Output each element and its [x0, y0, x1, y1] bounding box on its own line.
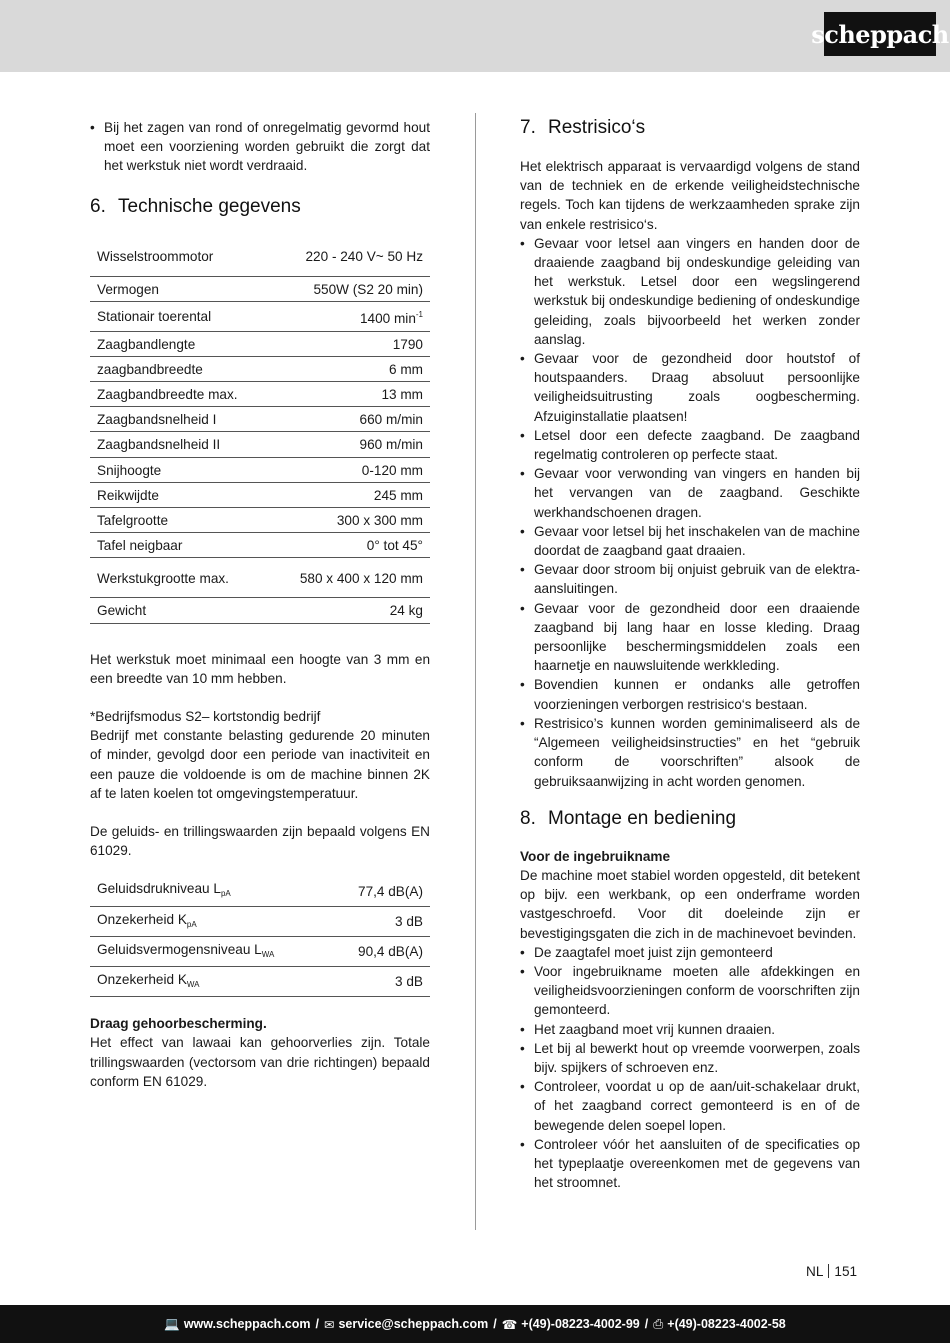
spec-row: [90, 277, 430, 302]
spec-value-text: 1790: [392, 336, 423, 352]
laptop-icon: 💻: [164, 1316, 180, 1331]
spec-label: Stationair toerental: [90, 302, 270, 331]
spec-value: [270, 381, 430, 406]
spec-value: [270, 331, 430, 356]
section-title: Montage en bediening: [548, 807, 737, 829]
noise-subscript: pA: [220, 889, 231, 899]
spec-row: [90, 432, 430, 457]
section-7-intro: Het elektrisch apparaat is vervaardigd volgens de stand van de techniek en de erkende veiligheidstechnische regels. Toch kan tijdens de werkzaamheden sprake zijn van enkele restrisico‘s.: [520, 159, 860, 232]
section-8-subtitle: Voor de ingebruikname: [520, 848, 671, 864]
spec-row: [90, 533, 430, 558]
spec-value-text: 300 x 300 mm: [336, 512, 423, 528]
noise-value: 3 dB: [331, 906, 430, 936]
list-item: • Gevaar voor de gezondheid door houtstof of houtspaanders. Draag absoluut persoonlijke veiligheidsuitrusting zoals oogbescherming. Afzuiginstallatie plaatsen!: [520, 349, 860, 426]
list-item: • Gevaar voor de gezondheid door een draaiende zaagband bij lang haar en losse kleding. Draag persoonlijke beschermingsmiddelen zoals een haarnetje en nauwsluitende werkkleding.: [520, 599, 860, 676]
spec-value-text: 550W (S2 20 min): [313, 282, 423, 298]
list-item: • Gevaar voor verwonding van vingers en handen bij het vervangen van de zaagband. Geschikte werkhandschoenen dragen.: [520, 464, 860, 522]
footer-website[interactable]: www.scheppach.com: [183, 1317, 311, 1331]
mode-title: *Bedrijfsmodus S2– kortstondig bedrijf: [90, 708, 321, 724]
spec-value: [270, 356, 430, 381]
min-size-text: Het werkstuk moet minimaal een hoogte van 3 mm en een breedte van 10 mm hebben.: [90, 651, 430, 686]
section-title: Restrisico‘s: [548, 117, 646, 138]
spec-value-text: 0-120 mm: [361, 462, 423, 478]
footer-fax: +(49)-08223-4002-58: [667, 1317, 786, 1331]
spec-row: [90, 558, 430, 598]
noise-subscript: WA: [261, 949, 275, 959]
spec-label: Zaagbandsnelheid I: [90, 407, 270, 432]
footer-phone: +(49)-08223-4002-99: [521, 1317, 640, 1331]
spec-row: [90, 356, 430, 381]
phone-icon: ☎: [501, 1317, 518, 1332]
footer-separator: /: [315, 1317, 319, 1331]
hearing-text: Het effect van lawaai kan gehoorverlies zijn. Totale trillingswaarden (vectorsom van drie richtingen) bepaald conform EN 61029.: [90, 1035, 430, 1089]
footer-email[interactable]: service@scheppach.com: [338, 1317, 489, 1331]
noise-value: 90,4 dB(A): [331, 936, 430, 966]
noise-label-text: Onzekerheid K: [97, 971, 187, 987]
spec-label: Vermogen: [90, 277, 270, 302]
section-title: Technische gegevens: [118, 195, 301, 217]
spec-value-text: 580 x 400 x 120 mm: [299, 570, 423, 586]
noise-value: 3 dB: [331, 966, 430, 996]
list-item: • De zaagtafel moet juist zijn gemonteerd: [520, 943, 860, 962]
spec-value: [270, 598, 430, 623]
noise-value: 77,4 dB(A): [331, 876, 430, 906]
spec-label: Tafelgrootte: [90, 507, 270, 532]
list-item: • Gevaar voor letsel aan vingers en handen door de draaiende zaagband bij ondeskundige geleiding van het werkstuk. Letsel door een wegslingerend werkstuk bij ondeskundige bediening of ondeskundige geleiding, zoals bijvoorbeeld het werken zonder aanslag.: [520, 234, 860, 349]
noise-label: [90, 936, 331, 966]
section-number: 6.: [90, 195, 106, 217]
noise-row: [90, 876, 430, 906]
spec-row: [90, 507, 430, 532]
spec-value: [270, 277, 430, 302]
noise-label: [90, 906, 331, 936]
spec-value: [270, 482, 430, 507]
spec-row: [90, 237, 430, 277]
spec-label: Reikwijdte: [90, 482, 270, 507]
list-item: • Letsel door een defecte zaagband. De zaagband regelmatig controleren op perfecte staat.: [520, 426, 860, 464]
left-column: [90, 118, 430, 1091]
list-item: • Bovendien kunnen er ondanks alle getroffen voorzieningen verborgen restrisico‘s bestaan.: [520, 675, 860, 713]
spec-value-text: 220 - 240 V~ 50 Hz: [305, 249, 423, 265]
spec-label: zaagbandbreedte: [90, 356, 270, 381]
noise-row: [90, 906, 430, 936]
section-8-heading: [520, 807, 860, 831]
spec-value-text: 6 mm: [389, 361, 423, 377]
spec-value: [270, 407, 430, 432]
list-item: • Gevaar voor letsel bij het inschakelen van de machine doordat de zaagband gaat draaien.: [520, 522, 860, 560]
spec-label: Zaagbandsnelheid II: [90, 432, 270, 457]
footer-separator: /: [644, 1317, 649, 1331]
spec-row: [90, 381, 430, 406]
spec-row: [90, 598, 430, 623]
noise-table: [90, 876, 430, 997]
section-8-bullets: [520, 943, 860, 1193]
list-item: • Controleer vóór het aansluiten of de specificaties op het typeplaatje overeenkomen met de gegevens van het stroomnet.: [520, 1135, 860, 1193]
right-column: [520, 118, 860, 1192]
spec-row: [90, 302, 430, 331]
hearing-title: Draag gehoorbescherming.: [90, 1016, 267, 1032]
spec-label: Werkstukgrootte max.: [90, 558, 270, 598]
noise-label: [90, 966, 331, 996]
noise-label-text: Onzekerheid K: [97, 911, 187, 927]
spec-value-text: 13 mm: [381, 386, 423, 402]
mode-text: Bedrijf met constante belasting gedurende 20 minuten of minder, gevolgd door een periode van inactiviteit en een pauze die voldoende is om de machine binnen 2K af te laten koelen tot omgevingstemperatuur.: [90, 728, 430, 801]
spec-label: Gewicht: [90, 598, 270, 623]
spec-value-text: 960 m/min: [359, 437, 423, 453]
spec-value-text: 1400 min: [359, 311, 416, 327]
header-band: [0, 0, 950, 72]
spec-row: [90, 407, 430, 432]
spec-unit-exponent: -1: [415, 310, 423, 320]
spec-row: [90, 457, 430, 482]
brand-logo: scheppach: [824, 12, 936, 56]
list-item: • Het zaagband moet vrij kunnen draaien.: [520, 1020, 860, 1039]
noise-subscript: pA: [186, 919, 197, 929]
section-7-heading: [520, 116, 860, 140]
spec-value: [270, 302, 430, 331]
fax-icon: ⎙: [653, 1316, 664, 1331]
list-item: • Voor ingebruikname moeten alle afdekkingen en veiligheidsvoorzieningen conform de voorschriften zijn gemonteerd.: [520, 962, 860, 1020]
list-item: • Let bij al bewerkt hout op vreemde voorwerpen, zoals bijv. spijkers of schroeven enz.: [520, 1039, 860, 1077]
list-item: • Bij het zagen van rond of onregelmatig gevormd hout moet een voorziening worden gebruikt die zorgt dat het werkstuk niet wordt verdraaid.: [90, 118, 430, 176]
spec-value: [270, 558, 430, 598]
section-8-intro: De machine moet stabiel worden opgesteld, dit betekent op bijv. een werkbank, op een onderframe worden vastgeschroefd. Voor dit doeleinde zijn er bevestigingsgaten die zich in de machinevoet bevinden.: [520, 867, 860, 941]
spec-row: [90, 331, 430, 356]
noise-subscript: WA: [186, 979, 200, 989]
section-number: 7.: [520, 117, 536, 138]
list-item: • Gevaar door stroom bij onjuist gebruik van de elektra-aansluitingen.: [520, 560, 860, 598]
noise-row: [90, 936, 430, 966]
spec-value-text: 660 m/min: [359, 412, 423, 428]
spec-value: [270, 457, 430, 482]
footer-separator: /: [493, 1317, 497, 1331]
noise-row: [90, 966, 430, 996]
footer-bar: [0, 1305, 950, 1343]
spec-label: Wisselstroommotor: [90, 237, 270, 277]
page-number: [806, 1264, 857, 1279]
spec-value-text: 24 kg: [389, 603, 423, 619]
language-code: NL: [806, 1264, 824, 1279]
column-divider: [475, 113, 476, 1230]
noise-intro: De geluids- en trillingswaarden zijn bepaald volgens EN 61029.: [90, 823, 430, 859]
noise-label: [90, 876, 331, 906]
section-6-heading: [90, 195, 430, 219]
spec-label: Tafel neigbaar: [90, 533, 270, 558]
page-number-value: 151: [834, 1264, 858, 1279]
spec-value-text: 0° tot 45°: [366, 538, 423, 554]
email-icon: ✉: [323, 1317, 335, 1332]
spec-value: [270, 533, 430, 558]
spec-value: [270, 237, 430, 277]
spec-value: [270, 432, 430, 457]
spec-label: Zaagbandlengte: [90, 331, 270, 356]
spec-label: Zaagbandbreedte max.: [90, 381, 270, 406]
page-number-separator: [828, 1264, 829, 1278]
intro-bullets: [90, 118, 430, 176]
list-item: • Controleer, voordat u op de aan/uit-schakelaar drukt, of het zaagband correct gemonteerd is en of de bewegende delen soepel lopen.: [520, 1077, 860, 1135]
spec-row: [90, 482, 430, 507]
section-number: 8.: [520, 807, 536, 829]
noise-label-text: Geluidsdrukniveau L: [97, 881, 221, 897]
spec-value-text: 245 mm: [373, 487, 423, 503]
spec-table: [90, 237, 430, 624]
spec-value: [270, 507, 430, 532]
section-7-bullets: [520, 234, 860, 791]
noise-label-text: Geluidsvermogensniveau L: [97, 941, 262, 957]
list-item: • Restrisico’s kunnen worden geminimaliseerd als de “Algemeen veiligheidsinstructies” en het “gebruik conform de voorschriften” alsook de gebruiksaanwijzing in acht worden genomen.: [520, 714, 860, 791]
spec-label: Snijhoogte: [90, 457, 270, 482]
